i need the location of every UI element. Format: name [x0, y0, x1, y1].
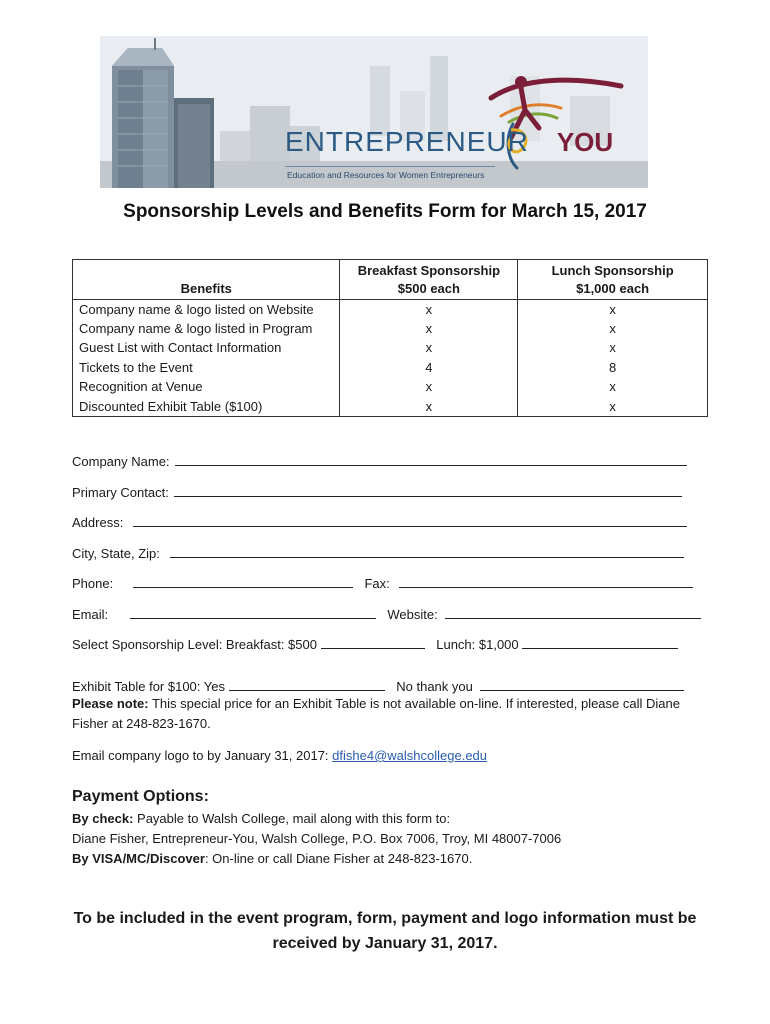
exhibit-yes-field[interactable]	[229, 677, 385, 691]
logo-divider	[285, 166, 495, 167]
header-banner	[100, 36, 648, 188]
breakfast-level-field[interactable]	[321, 635, 425, 649]
phone-label: Phone:	[72, 576, 114, 591]
breakfast-value: x	[340, 300, 518, 320]
lunch-header: Lunch Sponsorship $1,000 each	[518, 260, 708, 300]
phone-fax-row	[72, 574, 693, 591]
sponsorship-level-row	[72, 635, 678, 652]
table-row	[73, 358, 708, 378]
note-text: This special price for an Exhibit Table is not available on-line. If interested, please call Diane Fisher at 248-823-1670.	[72, 696, 680, 731]
breakfast-value: x	[340, 339, 518, 359]
payment-options-heading: Payment Options:	[72, 788, 209, 805]
no-thank-you-label: No thank you	[396, 679, 473, 694]
table-row	[73, 339, 708, 359]
company-name-row	[72, 452, 687, 469]
company-name-field[interactable]	[175, 452, 687, 466]
breakfast-value: x	[340, 397, 518, 417]
deadline-line-1: To be included in the event program, form, payment and logo information must be	[73, 910, 697, 927]
address-label: Address:	[72, 515, 124, 530]
figure-swirl-icon	[481, 58, 631, 178]
logo-email-text: Email company logo to by January 31, 2017:	[72, 748, 333, 763]
city-state-zip-field[interactable]	[170, 544, 684, 558]
company-name-label: Company Name:	[72, 454, 170, 469]
logo-email-line	[72, 746, 712, 766]
logo-text: ENTREPRENEUR YOU	[285, 126, 614, 157]
logo-you-text: YOU	[556, 127, 614, 157]
deadline-notice	[0, 906, 770, 956]
benefit-name: Guest List with Contact Information	[73, 339, 340, 359]
deadline-line-2: received by January 31, 2017.	[272, 935, 498, 952]
exhibit-table-row	[72, 677, 684, 694]
benefit-name: Tickets to the Event	[73, 358, 340, 378]
table-row	[73, 300, 708, 320]
mailing-address: Diane Fisher, Entrepreneur-You, Walsh College, P.O. Box 7006, Troy, MI 48007-7006	[72, 831, 562, 846]
page-title: Sponsorship Levels and Benefits Form for March 15, 2017	[123, 201, 647, 222]
by-check-line	[72, 809, 712, 829]
phone-field[interactable]	[133, 574, 353, 588]
breakfast-header: Breakfast Sponsorship $500 each	[340, 260, 518, 300]
lunch-value: x	[518, 319, 708, 339]
lunch-value: 8	[518, 358, 708, 378]
benefits-table	[72, 259, 708, 417]
table-header-row	[73, 260, 708, 300]
lunch-level-label: Lunch: $1,000	[436, 637, 519, 652]
table-row	[73, 378, 708, 398]
by-card-line	[72, 849, 712, 869]
sponsorship-level-label: Select Sponsorship Level: Breakfast: $500	[72, 637, 317, 652]
by-check-text: Payable to Walsh College, mail along with this form to:	[133, 811, 451, 826]
benefit-name: Company name & logo listed in Program	[73, 319, 340, 339]
city-state-zip-label: City, State, Zip:	[72, 546, 160, 561]
breakfast-value: x	[340, 378, 518, 398]
by-check-label: By check:	[72, 811, 134, 826]
exhibit-no-field[interactable]	[480, 677, 684, 691]
website-field[interactable]	[445, 605, 701, 619]
breakfast-value: 4	[340, 358, 518, 378]
logo-tagline: Education and Resources for Women Entrepreneurs	[287, 170, 485, 180]
by-card-label: By VISA/MC/Discover	[72, 851, 205, 866]
lunch-level-field[interactable]	[522, 635, 678, 649]
contact-email-link[interactable]: dfishe4@walshcollege.edu	[332, 748, 488, 763]
city-state-zip-row	[72, 544, 684, 561]
exhibit-table-label: Exhibit Table for $100: Yes	[72, 679, 225, 694]
website-label: Website:	[387, 607, 438, 622]
lunch-value: x	[518, 397, 708, 417]
lunch-value: x	[518, 339, 708, 359]
payment-details	[72, 809, 712, 869]
email-label: Email:	[72, 607, 109, 622]
primary-contact-label: Primary Contact:	[72, 485, 169, 500]
lunch-value: x	[518, 378, 708, 398]
address-field[interactable]	[133, 513, 687, 527]
benefit-name: Company name & logo listed on Website	[73, 300, 340, 320]
benefit-name: Recognition at Venue	[73, 378, 340, 398]
address-row	[72, 513, 687, 530]
benefit-name: Discounted Exhibit Table ($100)	[73, 397, 340, 417]
exhibit-note	[72, 694, 712, 734]
breakfast-value: x	[340, 319, 518, 339]
entrepreneur-you-logo	[285, 86, 645, 181]
benefits-header: Benefits	[73, 260, 340, 300]
table-row	[73, 397, 708, 417]
fax-field[interactable]	[399, 574, 693, 588]
note-label: Please note:	[72, 696, 149, 711]
primary-contact-field[interactable]	[174, 483, 682, 497]
lunch-value: x	[518, 300, 708, 320]
email-website-row	[72, 605, 701, 622]
fax-label: Fax:	[364, 576, 390, 591]
table-row	[73, 319, 708, 339]
primary-contact-row	[72, 483, 682, 500]
email-field[interactable]	[130, 605, 376, 619]
by-card-text: : On-line or call Diane Fisher at 248-823-1670.	[204, 851, 473, 866]
